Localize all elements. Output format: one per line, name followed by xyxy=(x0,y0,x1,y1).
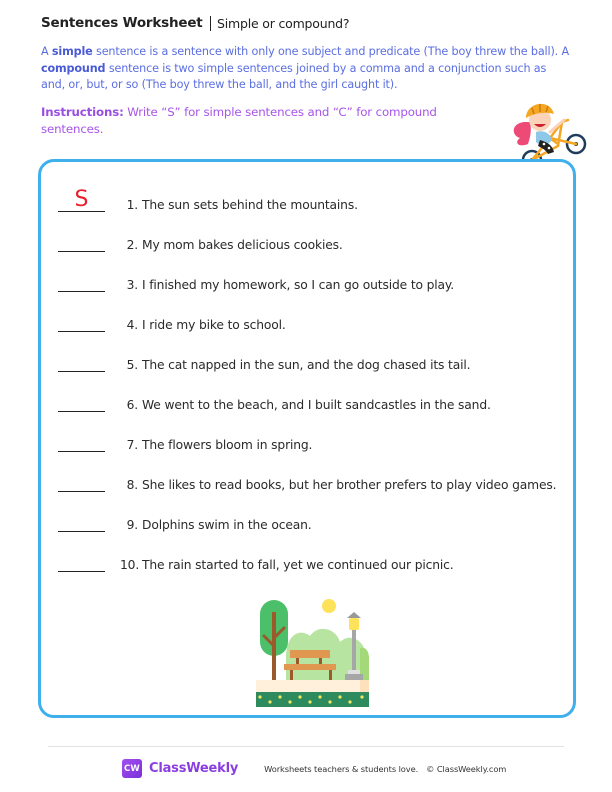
answer-blank[interactable] xyxy=(58,234,105,252)
footer-divider xyxy=(48,746,564,747)
question-row xyxy=(58,354,470,372)
question-number: 5. xyxy=(126,358,138,372)
question-text xyxy=(123,438,312,452)
question-number: 3. xyxy=(126,278,138,292)
intro-text: A xyxy=(41,45,52,58)
question-sentence: My mom bakes delicious cookies. xyxy=(142,238,343,252)
question-text xyxy=(123,238,343,252)
question-text xyxy=(120,558,454,572)
answer-value: S xyxy=(74,187,89,212)
question-number: 10. xyxy=(120,558,140,572)
question-row xyxy=(58,434,312,452)
answer-blank[interactable] xyxy=(58,314,105,332)
question-number: 1. xyxy=(126,198,138,212)
instructions-text: Write “S” for simple sentences and “C” for compound sentences. xyxy=(41,105,437,136)
answer-blank[interactable] xyxy=(58,274,105,292)
answer-blank[interactable] xyxy=(58,434,105,452)
question-sentence: She likes to read books, but her brother prefers to play video games. xyxy=(142,478,557,492)
term-compound: compound xyxy=(41,61,106,75)
question-row xyxy=(58,187,358,212)
question-number: 2. xyxy=(126,238,138,252)
intro-text: sentence is a sentence with only one subject and predicate (The boy threw the ball). A xyxy=(92,45,569,58)
answer-blank[interactable] xyxy=(58,354,105,372)
question-row xyxy=(58,274,454,292)
question-number: 8. xyxy=(126,478,138,492)
answer-blank[interactable] xyxy=(58,474,105,492)
question-sentence: The flowers bloom in spring. xyxy=(142,438,313,452)
answer-blank[interactable] xyxy=(58,514,105,532)
answer-blank[interactable] xyxy=(58,394,105,412)
worksheet-header xyxy=(41,15,349,31)
question-number: 9. xyxy=(126,518,138,532)
question-sentence: The cat napped in the sun, and the dog chased its tail. xyxy=(142,358,471,372)
park-bench-illustration xyxy=(256,598,369,707)
question-text xyxy=(123,398,491,412)
footer-copyright: © ClassWeekly.com xyxy=(426,763,507,774)
intro-text: sentence is two simple sentences joined by a comma and a conjunction such as and, or, but, or so (The boy threw the ball, and the girl caught it). xyxy=(41,61,547,91)
question-sentence: Dolphins swim in the ocean. xyxy=(142,518,312,532)
question-row xyxy=(58,474,556,492)
question-number: 6. xyxy=(126,398,138,412)
answer-blank[interactable] xyxy=(58,554,105,572)
page-subtitle: Simple or compound? xyxy=(217,15,350,31)
intro-paragraph xyxy=(41,44,571,94)
instructions xyxy=(41,104,481,138)
term-simple: simple xyxy=(51,45,93,58)
question-text xyxy=(123,278,454,292)
question-sentence: The sun sets behind the mountains. xyxy=(142,198,358,212)
footer xyxy=(122,759,506,778)
question-text xyxy=(123,318,286,332)
question-text xyxy=(123,478,556,492)
answer-blank[interactable] xyxy=(58,187,105,212)
question-row xyxy=(58,514,312,532)
question-sentence: We went to the beach, and I built sandcastles in the sand. xyxy=(142,398,491,412)
classweekly-logo-icon: CW xyxy=(122,759,142,778)
brand-name: ClassWeekly xyxy=(149,761,239,776)
title-divider xyxy=(210,16,212,31)
question-row xyxy=(58,554,454,572)
page-title: Sentences Worksheet xyxy=(41,15,203,31)
question-sentence: I finished my homework, so I can go outside to play. xyxy=(142,278,455,292)
question-text xyxy=(123,358,470,372)
question-text xyxy=(123,198,358,212)
question-row xyxy=(58,314,286,332)
question-sentence: I ride my bike to school. xyxy=(142,318,286,332)
question-row xyxy=(58,394,491,412)
question-number: 4. xyxy=(126,318,138,332)
question-text xyxy=(123,518,312,532)
question-number: 7. xyxy=(126,438,138,452)
instructions-label: Instructions: xyxy=(41,105,124,119)
question-row xyxy=(58,234,343,252)
question-sentence: The rain started to fall, yet we continued our picnic. xyxy=(142,558,454,572)
footer-tagline: Worksheets teachers & students love. xyxy=(264,763,419,774)
